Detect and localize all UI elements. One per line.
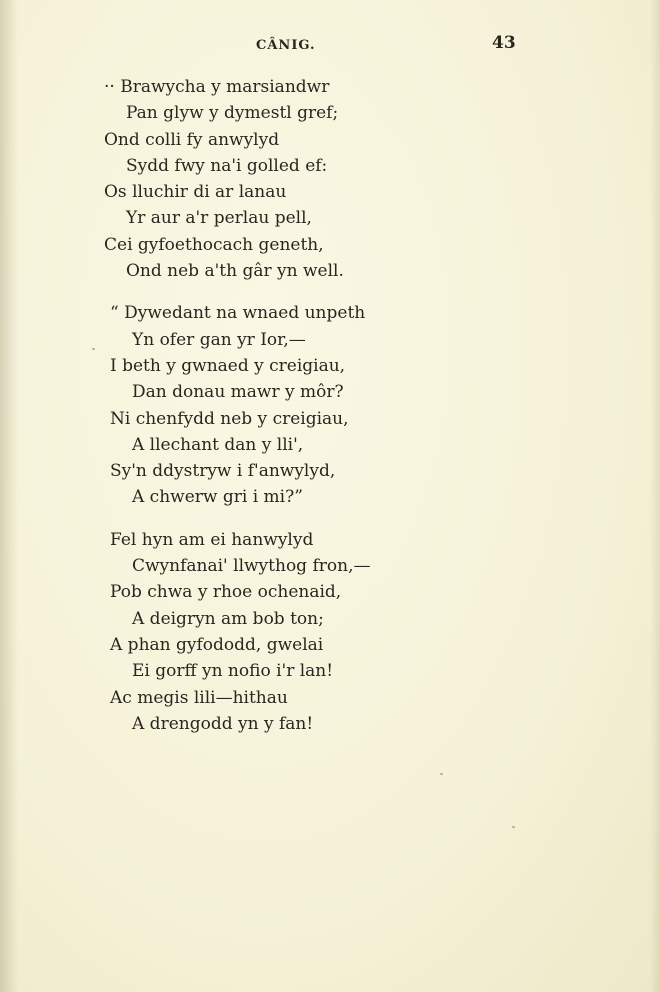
- running-head: CÂNIG.: [256, 38, 316, 53]
- poem-line: ·· Brawycha y marsiandwr: [104, 77, 330, 97]
- poem-line: Sy'n ddystryw i f'anwylyd,: [110, 461, 336, 482]
- poem-line: Pob chwa y rhoe ochenaid,: [110, 582, 342, 603]
- poem-line: Yr aur a'r perlau pell,: [126, 208, 312, 229]
- poem-line: “ Dywedant na wnaed unpeth: [110, 303, 366, 324]
- poem-line: A llechant dan y lli',: [132, 434, 304, 455]
- poem-line: Cei gyfoethocach geneth,: [104, 234, 324, 255]
- poem-line: Yn ofer gan yr Ior,—: [132, 329, 306, 350]
- stanza-3: [0, 527, 660, 737]
- poem-line: Sydd fwy na'i golled ef:: [126, 155, 328, 176]
- stanza-2: [0, 300, 660, 510]
- poem-line: Ond neb a'th gâr yn well.: [126, 261, 344, 282]
- poem-line: Fel hyn am ei hanwylyd: [110, 529, 314, 550]
- poem-line: Pan glyw y dymestl gref;: [126, 103, 339, 124]
- poem-line: Cwynfanai' llwythog fron,—: [132, 556, 371, 577]
- stanza-1: [0, 74, 660, 284]
- poem: [0, 74, 660, 753]
- poem-line: Ni chenfydd neb y creigiau,: [110, 408, 349, 429]
- poem-line: A phan gyfododd, gwelai: [110, 634, 324, 655]
- poem-line: I beth y gwnaed y creigiau,: [110, 355, 346, 376]
- poem-line: A deigryn am bob ton;: [132, 608, 324, 629]
- paper-speck: [512, 826, 515, 828]
- poem-line: A chwerw gri i mi?”: [132, 487, 303, 508]
- poem-line: A drengodd yn y fan!: [132, 713, 314, 734]
- page-number: 43: [492, 33, 516, 53]
- poem-line: Dan donau mawr y môr?: [132, 382, 344, 403]
- poem-line: Ac megis lili—hithau: [110, 687, 288, 708]
- poem-line: Ei gorff yn nofio i'r lan!: [132, 661, 334, 682]
- poem-line: Os lluchir di ar lanau: [104, 182, 287, 203]
- paper-speck: [440, 773, 443, 775]
- poem-line: Ond colli fy anwylyd: [104, 129, 280, 150]
- paper-speck: [92, 348, 95, 350]
